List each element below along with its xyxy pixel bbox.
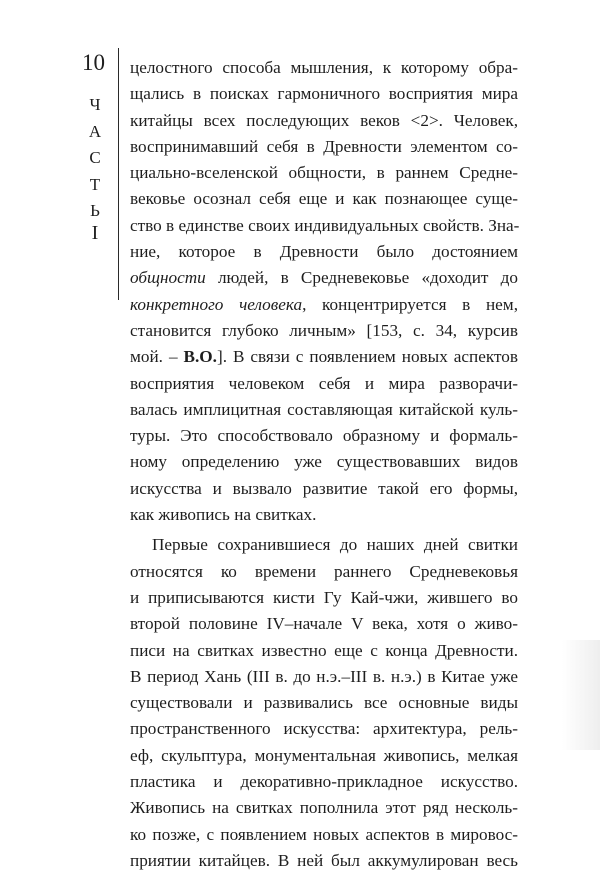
text-fragment: мой. – xyxy=(130,347,184,367)
text-line: еф, скульптура, монументальная живопись, мелкая xyxy=(130,745,518,765)
text-line: ство в единстве своих индивидуальных свойств. Зна- xyxy=(130,215,520,235)
part-letter: Т xyxy=(89,174,101,194)
italic-term: общности xyxy=(130,268,206,288)
text-line: искусства и вызвало развитие такой его формы, xyxy=(130,478,518,498)
text-line xyxy=(130,344,518,370)
text-fragment: людей, в Средневековье «доходит до xyxy=(205,268,518,288)
text-line: ко позже, с появлением новых аспектов в мировос- xyxy=(130,824,518,844)
part-letter: С xyxy=(89,148,101,167)
paragraph-1 xyxy=(130,55,518,528)
text-line: ние, которое в Древности было достоянием xyxy=(130,242,518,262)
margin-rule xyxy=(118,48,119,300)
page-edge-shadow xyxy=(562,640,600,750)
text-line: Первые сохранившиеся до наших дней свитки xyxy=(152,535,518,555)
paragraph-2 xyxy=(130,532,518,874)
text-line xyxy=(130,265,518,291)
body-text xyxy=(130,55,518,874)
text-fragment: ]. В связи с появлением новых аспектов xyxy=(216,347,519,367)
text-line: вековье осознал себя еще и как познающее суще- xyxy=(130,189,518,209)
text-line: существовали и развивались все основные виды xyxy=(130,693,518,713)
text-line: щались в поисках гармоничного восприятия мира xyxy=(130,84,518,104)
author-initials: В.О. xyxy=(183,347,217,367)
part-number: I xyxy=(91,222,99,244)
text-line: китайцы всех последующих веков <2>. Человек, xyxy=(130,110,518,130)
text-line: восприятия человеком себя и мира разворачи- xyxy=(130,373,518,393)
part-letter: Ь xyxy=(90,201,100,220)
text-line: пространственного искусства: архитектура, рель- xyxy=(130,719,518,739)
text-line: туры. Это способствовало образному и формаль- xyxy=(130,426,518,446)
page-number: 10 xyxy=(82,50,105,75)
text-line: приятии китайцев. В ней был аккумулирован весь xyxy=(130,850,518,870)
text-line: пластика и декоративно-прикладное искусство. xyxy=(130,772,518,792)
text-line: валась имплицитная составляющая китайской куль- xyxy=(130,399,518,419)
text-line: становится глубоко личным» [153, с. 34, курсив xyxy=(130,320,518,340)
text-line: ному определению уже существовавших видов xyxy=(130,452,518,472)
italic-term: конкретного человека xyxy=(130,294,303,314)
text-line: целостного способа мышления, к которому обра- xyxy=(130,58,518,77)
text-fragment: , концентрируется в нем, xyxy=(302,294,518,314)
text-line: второй половине IV–начале V века, хотя о живо- xyxy=(130,614,518,634)
part-label xyxy=(88,92,102,225)
text-line: В период Хань (III в. до н.э.–III в. н.э.) в Китае уже xyxy=(130,666,518,686)
text-line: как живопись на свитках. xyxy=(130,505,317,525)
text-line: циально-вселенской общности, в раннем Средне- xyxy=(130,163,518,183)
text-line: относятся ко времени раннего Средневековья xyxy=(130,561,518,581)
text-line xyxy=(130,292,518,318)
part-letter: Ч xyxy=(89,95,101,114)
text-line: Живопись на свитках пополнила этот ряд несколь- xyxy=(130,798,518,818)
text-line: воспринимавший себя в Древности элементом со- xyxy=(130,136,518,156)
text-line: и приписываются кисти Гу Кай-чжи, жившего во xyxy=(130,587,518,607)
text-line: писи на свитках известно еще с конца Древности. xyxy=(130,640,518,660)
part-letter: А xyxy=(88,121,102,141)
